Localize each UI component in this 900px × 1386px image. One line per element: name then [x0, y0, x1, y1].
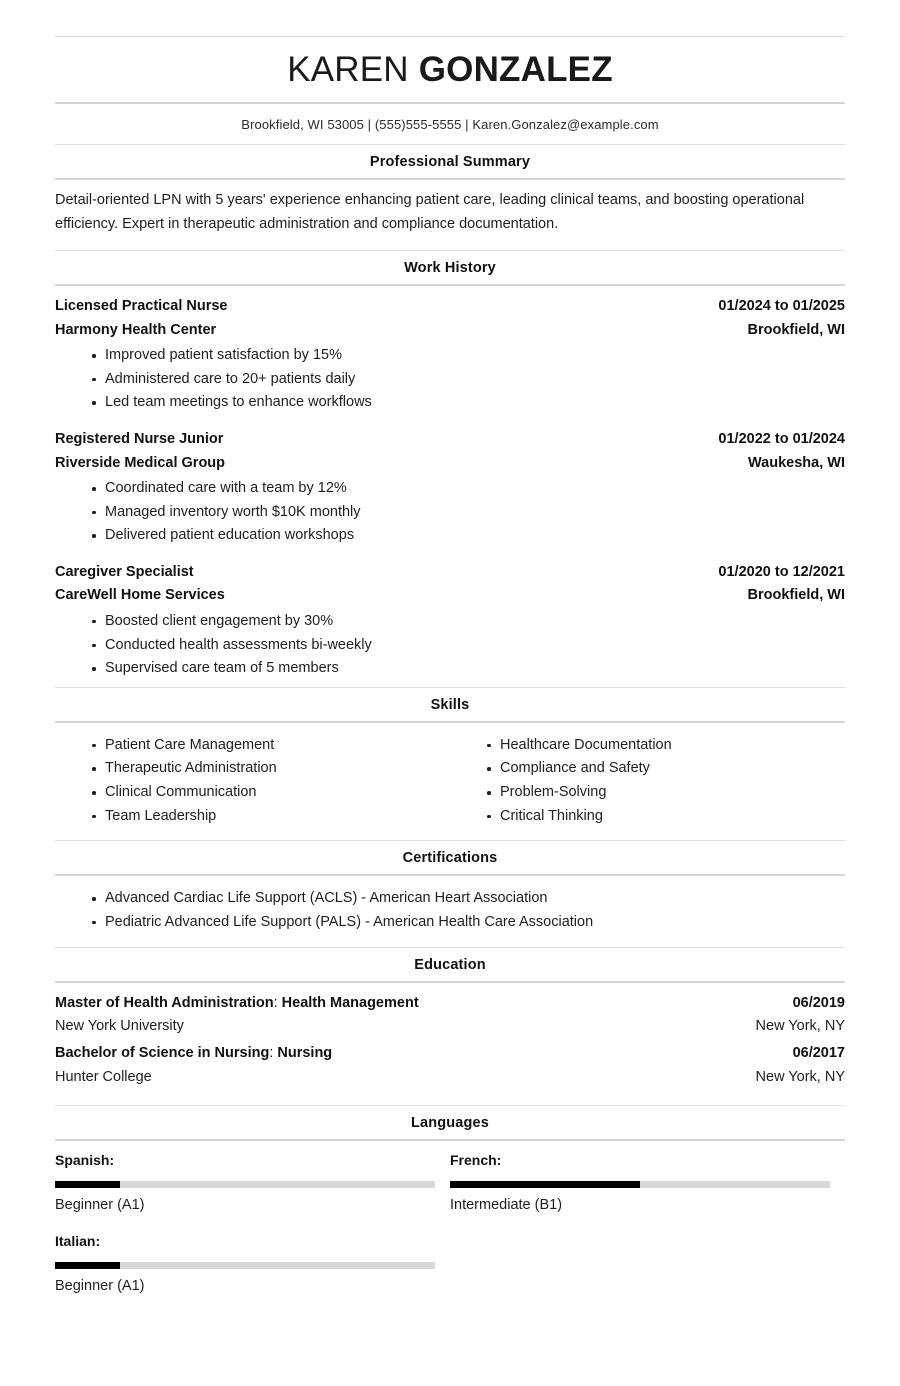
language-item	[55, 1231, 450, 1311]
language-proficiency-fill	[55, 1262, 120, 1269]
language-proficiency-bar	[450, 1181, 830, 1188]
education-location: New York, NY	[755, 1068, 845, 1085]
section-skills	[55, 687, 845, 841]
language-proficiency-bar	[55, 1262, 435, 1269]
skills-column-right	[450, 732, 845, 829]
resume-page	[0, 36, 900, 1386]
skill-item: Clinical Communication	[55, 781, 450, 805]
language-name: Italian:	[55, 1232, 101, 1249]
section-education	[55, 947, 845, 1106]
job-bullet: Managed inventory worth $10K monthly	[55, 501, 845, 525]
language-proficiency-bar	[55, 1181, 435, 1188]
job-bullet: Boosted client engagement by 30%	[55, 610, 845, 634]
skill-item: Problem-Solving	[450, 781, 845, 805]
education-school-row	[55, 1066, 845, 1089]
job-title: Licensed Practical Nurse	[55, 298, 228, 315]
job-bullet: Coordinated care with a team by 12%	[55, 477, 845, 501]
education-school-row	[55, 1015, 845, 1038]
certification-item: Advanced Cardiac Life Support (ACLS) - American Heart Association	[55, 887, 845, 911]
last-name: GONZALEZ	[418, 50, 613, 89]
language-item	[450, 1150, 845, 1230]
skill-item: Critical Thinking	[450, 805, 845, 829]
education-date: 06/2017	[792, 1045, 845, 1062]
education-entry	[55, 992, 845, 1043]
first-name: KAREN	[287, 50, 409, 89]
education-major: Health Management	[281, 994, 419, 1011]
job-title: Caregiver Specialist	[55, 563, 194, 580]
education-degree-row	[55, 992, 845, 1015]
section-professional-summary	[55, 144, 845, 250]
education-degree-text	[55, 992, 419, 1015]
language-proficiency-fill	[450, 1181, 640, 1188]
education-school: Hunter College	[55, 1068, 152, 1085]
job-bullet: Delivered patient education workshops	[55, 524, 845, 548]
skills-list	[55, 734, 450, 829]
candidate-name-block	[55, 37, 845, 102]
skill-item: Compliance and Safety	[450, 757, 845, 781]
education-separator: :	[273, 994, 282, 1011]
skill-item: Healthcare Documentation	[450, 734, 845, 758]
job-company-row	[55, 584, 845, 607]
section-title-work-history: Work History	[404, 260, 496, 277]
section-title-summary: Professional Summary	[369, 154, 531, 171]
job-bullet-list	[55, 477, 845, 548]
language-name: French:	[450, 1152, 502, 1169]
job-location: Brookfield, WI	[747, 321, 845, 338]
job-bullet-list	[55, 610, 845, 681]
education-major: Nursing	[277, 1045, 333, 1062]
page-title	[55, 50, 845, 90]
section-languages	[55, 1105, 845, 1311]
certifications-list	[55, 887, 845, 934]
job-dates: 01/2024 to 01/2025	[718, 298, 845, 315]
education-degree: Master of Health Administration	[55, 994, 274, 1011]
education-list	[55, 983, 845, 1106]
language-name: Spanish:	[55, 1152, 115, 1169]
skill-item: Therapeutic Administration	[55, 757, 450, 781]
work-history-list	[55, 286, 845, 687]
job-title-row	[55, 295, 845, 318]
section-title-skills: Skills	[430, 696, 470, 713]
section-title-certifications: Certifications	[402, 850, 498, 867]
education-location: New York, NY	[755, 1017, 845, 1034]
certification-item: Pediatric Advanced Life Support (PALS) - American Health Care Association	[55, 911, 845, 935]
job-dates: 01/2022 to 01/2024	[718, 431, 845, 448]
job-company-row	[55, 452, 845, 475]
job-bullet: Administered care to 20+ patients daily	[55, 368, 845, 392]
skills-list	[450, 734, 845, 829]
section-work-history	[55, 250, 845, 687]
work-history-entry	[55, 428, 845, 561]
skill-item: Team Leadership	[55, 805, 450, 829]
job-location: Waukesha, WI	[748, 454, 845, 471]
job-company-row	[55, 319, 845, 342]
work-history-entry	[55, 561, 845, 687]
education-separator: :	[269, 1045, 278, 1062]
section-title-education: Education	[414, 956, 486, 973]
education-school: New York University	[55, 1017, 184, 1034]
job-bullet: Led team meetings to enhance workflows	[55, 391, 845, 415]
language-item	[55, 1150, 450, 1230]
languages-grid	[55, 1150, 845, 1311]
language-proficiency-fill	[55, 1181, 120, 1188]
job-company: Harmony Health Center	[55, 321, 217, 338]
job-dates: 01/2020 to 12/2021	[718, 563, 845, 580]
skill-item: Patient Care Management	[55, 734, 450, 758]
education-degree-row	[55, 1042, 845, 1065]
job-bullet: Conducted health assessments bi-weekly	[55, 634, 845, 658]
job-bullet: Supervised care team of 5 members	[55, 657, 845, 681]
section-certifications	[55, 840, 845, 946]
language-level: Intermediate (B1)	[450, 1197, 563, 1214]
job-title: Registered Nurse Junior	[55, 431, 224, 448]
job-title-row	[55, 561, 845, 584]
contact-line: Brookfield, WI 53005 | (555)555-5555 | Karen.Gonzalez@example.com	[241, 117, 659, 133]
job-company: Riverside Medical Group	[55, 454, 226, 471]
job-company: CareWell Home Services	[55, 587, 225, 604]
job-title-row	[55, 428, 845, 451]
language-level: Beginner (A1)	[55, 1197, 145, 1214]
job-bullet-list	[55, 344, 845, 415]
education-date: 06/2019	[792, 994, 845, 1011]
education-entry	[55, 1042, 845, 1093]
education-degree-text	[55, 1042, 332, 1065]
summary-text: Detail-oriented LPN with 5 years' experience enhancing patient care, leading clinical teams, and boosting operational efficiency. Expert in therapeutic administration and compliance documentation.	[55, 192, 805, 232]
job-location: Brookfield, WI	[747, 587, 845, 604]
skills-column-left	[55, 732, 450, 829]
work-history-entry	[55, 295, 845, 428]
education-degree: Bachelor of Science in Nursing	[55, 1045, 270, 1062]
language-level: Beginner (A1)	[55, 1277, 145, 1294]
section-title-languages: Languages	[411, 1115, 489, 1132]
job-bullet: Improved patient satisfaction by 15%	[55, 344, 845, 368]
